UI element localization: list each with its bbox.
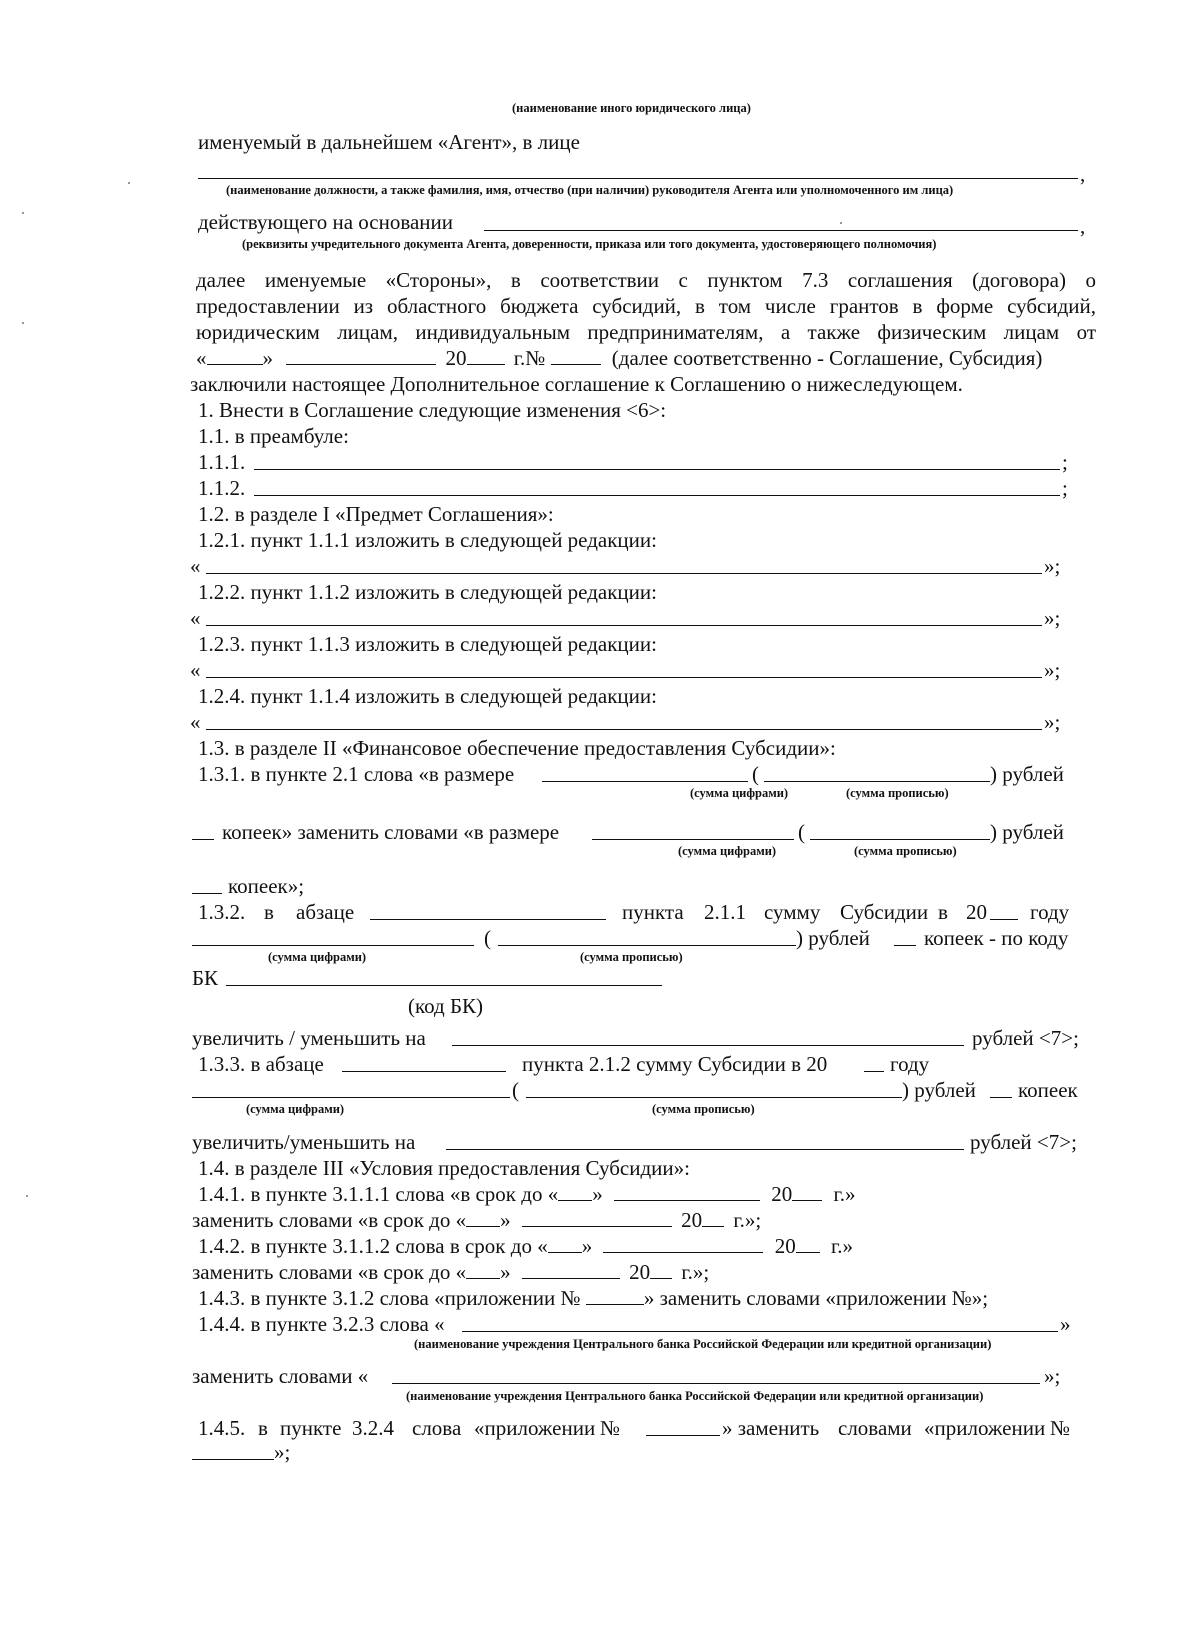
- comma: ,: [1080, 162, 1086, 186]
- item-1-4-5-e: слова: [412, 1416, 462, 1440]
- year-blank[interactable]: [864, 1071, 884, 1072]
- item-1-3-2-i: 20: [966, 900, 987, 924]
- amount-blank[interactable]: [446, 1149, 964, 1150]
- scan-speck: [128, 182, 130, 184]
- scan-speck: [22, 322, 24, 324]
- item-1-4-2: [198, 1234, 853, 1258]
- caption-bank-name: (наименование учреждения Центрального банка Российской Федерации или кредитной организации): [406, 1389, 984, 1403]
- scan-speck: [22, 212, 24, 214]
- item-1-3-2-b: в: [264, 900, 274, 924]
- new-kopeks-blank[interactable]: [192, 893, 222, 894]
- caption-bank-name: (наименование учреждения Центрального банка Российской Федерации или кредитной организации): [414, 1337, 992, 1351]
- item-1-4-3-text: 1.4.3. в пункте 3.1.2 слова «приложении №: [198, 1286, 581, 1310]
- caption-head-of-agent: (наименование должности, а также фамилия, имя, отчество (при наличии) руководителя Агента или уполномоченного им лица): [226, 183, 954, 197]
- open-paren: (: [484, 926, 491, 950]
- rubles-note: рублей <7>;: [972, 1026, 1079, 1050]
- sum-words-blank[interactable]: [498, 945, 796, 946]
- item-1-1-2: 1.1.2.: [198, 476, 246, 500]
- replace-deadline-text: заменить словами «в срок до «: [192, 1208, 467, 1232]
- head-of-agent-blank[interactable]: [198, 178, 1078, 179]
- quote-close: »;: [1044, 606, 1061, 630]
- replace-words: заменить словами «: [192, 1364, 369, 1388]
- item-1-4-5-k: №: [1050, 1416, 1071, 1440]
- kopeks-replace-text: копеек» заменить словами «в размере: [222, 820, 560, 844]
- date-day-blank[interactable]: [207, 346, 263, 365]
- sum-words-blank[interactable]: [764, 781, 990, 782]
- item-1-2-3-blank[interactable]: [206, 677, 1042, 678]
- parties-line-1: далее именуемые «Стороны», в соответствии с пунктом 7.3 соглашения (договора) о: [196, 268, 1096, 292]
- year-blank[interactable]: [650, 1260, 672, 1279]
- month-blank[interactable]: [522, 1260, 620, 1279]
- replace-deadline-2: [192, 1260, 709, 1284]
- quote-close: »: [592, 1182, 603, 1206]
- quote-close: »;: [1044, 1364, 1061, 1388]
- item-1-4-5-h: » заменить: [722, 1416, 820, 1440]
- year-prefix: 20: [774, 1234, 796, 1258]
- item-1-2-4: 1.2.4. пункт 1.1.4 изложить в следующей редакции:: [198, 684, 657, 708]
- item-1-2: 1.2. в разделе I «Предмет Соглашения»:: [198, 502, 554, 526]
- quote-open: «: [190, 554, 201, 578]
- scan-speck: [840, 222, 842, 224]
- item-1-3-2-h: в: [938, 900, 948, 924]
- hereinafter-text: (далее соответственно - Соглашение, Субсидия): [611, 346, 1043, 370]
- date-month-blank[interactable]: [286, 346, 436, 365]
- caption-other-legal-entity: (наименование иного юридического лица): [512, 101, 751, 115]
- parties-line-2: предоставлении из областного бюджета субсидий, в том числе грантов в форме субсидий,: [196, 294, 1096, 318]
- caption-sum-words: (сумма прописью): [652, 1102, 755, 1116]
- month-blank[interactable]: [614, 1182, 760, 1201]
- item-1-1: 1.1. в преамбуле:: [198, 424, 349, 448]
- sum-digits-blank[interactable]: [192, 1097, 510, 1098]
- item-1-4-5-f: «приложении: [474, 1416, 596, 1440]
- item-1-2-1: 1.2.1. пункт 1.1.1 изложить в следующей редакции:: [198, 528, 657, 552]
- item-1-2-3: 1.2.3. пункт 1.1.3 изложить в следующей редакции:: [198, 632, 657, 656]
- item-1-1-1: 1.1.1.: [198, 450, 246, 474]
- item-1-3: 1.3. в разделе II «Финансовое обеспечение предоставления Субсидии»:: [198, 736, 836, 760]
- rubles-label: ) рублей: [796, 926, 870, 950]
- item-1-3-2-e: 2.1.1: [704, 900, 746, 924]
- appendix-number-blank[interactable]: [586, 1286, 644, 1305]
- item-1-4: 1.4. в разделе III «Условия предоставления Субсидии»:: [198, 1156, 690, 1180]
- open-paren: (: [798, 820, 805, 844]
- end-quote: »;: [274, 1440, 291, 1464]
- amount-blank[interactable]: [452, 1045, 964, 1046]
- item-1-4-5-b: в: [258, 1416, 268, 1440]
- item-1-2-1-blank[interactable]: [206, 573, 1042, 574]
- item-1: 1. Внести в Соглашение следующие изменения <6>:: [198, 398, 667, 422]
- caption-sum-words: (сумма прописью): [846, 786, 949, 800]
- year-prefix: 20: [445, 346, 467, 370]
- quote-open: «: [190, 658, 201, 682]
- day-blank[interactable]: [466, 1208, 500, 1227]
- quote-open: «: [190, 710, 201, 734]
- date-open-quote: «: [196, 346, 207, 370]
- paragraph-blank[interactable]: [370, 919, 606, 920]
- sum-words-blank[interactable]: [526, 1097, 902, 1098]
- bank-name-blank[interactable]: [462, 1331, 1058, 1332]
- year-suffix: г.»: [833, 1182, 856, 1206]
- day-blank[interactable]: [558, 1182, 592, 1201]
- item-1-4-5-a: 1.4.5.: [198, 1416, 246, 1440]
- replace-deadline-1: [192, 1208, 761, 1232]
- year-prefix: 20: [681, 1208, 703, 1232]
- new-sum-digits-blank[interactable]: [592, 839, 794, 840]
- item-1-3-2-a: 1.3.2.: [198, 900, 246, 924]
- new-sum-words-blank[interactable]: [810, 839, 990, 840]
- day-blank[interactable]: [548, 1234, 582, 1253]
- year-word: году: [890, 1052, 930, 1076]
- quote-close: »: [581, 1234, 593, 1258]
- kopeks-blank[interactable]: [192, 839, 214, 840]
- quote-open: «: [190, 606, 201, 630]
- year-blank[interactable]: [792, 1182, 822, 1201]
- concluded-text: заключили настоящее Дополнительное соглашение к Соглашению о нижеследующем.: [190, 372, 963, 396]
- quote-close: »: [1060, 1312, 1071, 1336]
- year-blank[interactable]: [796, 1234, 820, 1253]
- item-1-1-2-blank[interactable]: [254, 495, 1060, 496]
- basis-document-blank[interactable]: [484, 230, 1078, 231]
- item-1-4-1: [198, 1182, 855, 1206]
- kopeks-blank[interactable]: [990, 1097, 1012, 1098]
- item-1-2-2-blank[interactable]: [206, 625, 1042, 626]
- caption-sum-digits: (сумма цифрами): [268, 950, 367, 964]
- comma: ,: [1080, 214, 1086, 238]
- item-1-4-5-j: «приложении: [924, 1416, 1046, 1440]
- item-1-4-2-text: 1.4.2. в пункте 3.1.1.2 слова в срок до «: [198, 1234, 548, 1258]
- kopeks-end-text: копеек»;: [228, 874, 305, 898]
- bk-label: БК: [192, 966, 219, 990]
- year-blank[interactable]: [990, 919, 1018, 920]
- item-1-1-1-blank[interactable]: [254, 469, 1060, 470]
- item-1-3-3: 1.3.3. в абзаце: [198, 1052, 324, 1076]
- increase-decrease-1: увеличить / уменьшить на: [192, 1026, 426, 1050]
- date-year-blank[interactable]: [467, 346, 505, 365]
- date-close-quote: »: [262, 346, 273, 370]
- kopeks-by-code: копеек - по коду: [924, 926, 1069, 950]
- item-1-2-4-blank[interactable]: [206, 729, 1042, 730]
- sum-digits-blank[interactable]: [542, 781, 748, 782]
- caption-sum-words: (сумма прописью): [854, 844, 957, 858]
- open-paren: (: [752, 762, 759, 786]
- item-1-4-3: [198, 1286, 988, 1310]
- year-number-label: г.№: [513, 346, 546, 370]
- quote-close: »;: [1044, 658, 1061, 682]
- kopeks-blank[interactable]: [894, 945, 916, 946]
- caption-sum-digits: (сумма цифрами): [246, 1102, 345, 1116]
- item-1-4-1-text: 1.4.1. в пункте 3.1.1.1 слова «в срок до «: [198, 1182, 559, 1206]
- new-appendix-number-blank[interactable]: [192, 1459, 274, 1460]
- item-1-4-3-end: » заменить словами «приложении №»;: [643, 1286, 989, 1310]
- item-1-3-2-j: году: [1030, 900, 1070, 924]
- quote-close: »;: [1044, 710, 1061, 734]
- paragraph-blank[interactable]: [342, 1071, 506, 1072]
- year-prefix: 20: [629, 1260, 651, 1284]
- item-1-3-3-mid: пункта 2.1.2 сумму Субсидии в 20: [522, 1052, 828, 1076]
- month-blank[interactable]: [522, 1208, 672, 1227]
- quote-close: »: [500, 1260, 511, 1284]
- new-bank-name-blank[interactable]: [392, 1383, 1040, 1384]
- item-1-2-2: 1.2.2. пункт 1.1.2 изложить в следующей редакции:: [198, 580, 657, 604]
- year-suffix: г.»;: [681, 1260, 710, 1284]
- item-1-3-1: 1.3.1. в пункте 2.1 слова «в размере: [198, 762, 515, 786]
- day-blank[interactable]: [466, 1260, 500, 1279]
- caption-sum-digits: (сумма цифрами): [690, 786, 789, 800]
- replace-deadline-text: заменить словами «в срок до «: [192, 1260, 467, 1284]
- rubles-label: ) рублей: [990, 820, 1064, 844]
- rubles-label: ) рублей: [902, 1078, 976, 1102]
- item-1-3-2-c: абзаце: [296, 900, 355, 924]
- quote-close: »;: [1044, 554, 1061, 578]
- appendix-number-blank[interactable]: [646, 1435, 720, 1436]
- year-prefix: 20: [771, 1182, 793, 1206]
- caption-sum-digits: (сумма цифрами): [678, 844, 777, 858]
- item-1-4-5-c: пункте: [280, 1416, 342, 1440]
- bk-code-blank[interactable]: [226, 985, 662, 986]
- month-blank[interactable]: [603, 1234, 763, 1253]
- increase-decrease-2: увеличить/уменьшить на: [192, 1130, 416, 1154]
- year-suffix: г.»: [830, 1234, 853, 1258]
- year-blank[interactable]: [702, 1208, 724, 1227]
- item-1-3-2-g: Субсидии: [840, 900, 929, 924]
- rubles-note: рублей <7>;: [970, 1130, 1077, 1154]
- semicolon: ;: [1062, 450, 1068, 474]
- acting-on-basis-text: действующего на основании: [198, 210, 454, 234]
- agreement-number-blank[interactable]: [551, 346, 601, 365]
- semicolon: ;: [1062, 476, 1068, 500]
- caption-bk-code: (код БК): [408, 994, 484, 1018]
- year-suffix: г.»;: [733, 1208, 762, 1232]
- caption-basis-document: (реквизиты учредительного документа Агента, доверенности, приказа или того документа, удостоверяющего полномочия): [242, 237, 937, 251]
- item-1-3-2-f: сумму: [764, 900, 821, 924]
- sum-digits-blank[interactable]: [192, 945, 474, 946]
- parties-line-3: юридическим лицам, индивидуальным предпринимателям, а также физическим лицам от: [196, 320, 1096, 344]
- scan-speck: [26, 1195, 28, 1197]
- item-1-4-5-i: словами: [838, 1416, 912, 1440]
- open-paren: (: [512, 1078, 519, 1102]
- rubles-label: ) рублей: [990, 762, 1064, 786]
- item-1-4-4: 1.4.4. в пункте 3.2.3 слова «: [198, 1312, 445, 1336]
- item-1-4-5-g: №: [600, 1416, 621, 1440]
- quote-close: »: [500, 1208, 511, 1232]
- item-1-4-5-d: 3.2.4: [352, 1416, 394, 1440]
- date-line: [196, 346, 1042, 370]
- caption-sum-words: (сумма прописью): [580, 950, 683, 964]
- item-1-3-2-d: пункта: [622, 900, 684, 924]
- kopeks-label: копеек: [1018, 1078, 1078, 1102]
- agent-named-text: именуемый в дальнейшем «Агент», в лице: [198, 130, 580, 154]
